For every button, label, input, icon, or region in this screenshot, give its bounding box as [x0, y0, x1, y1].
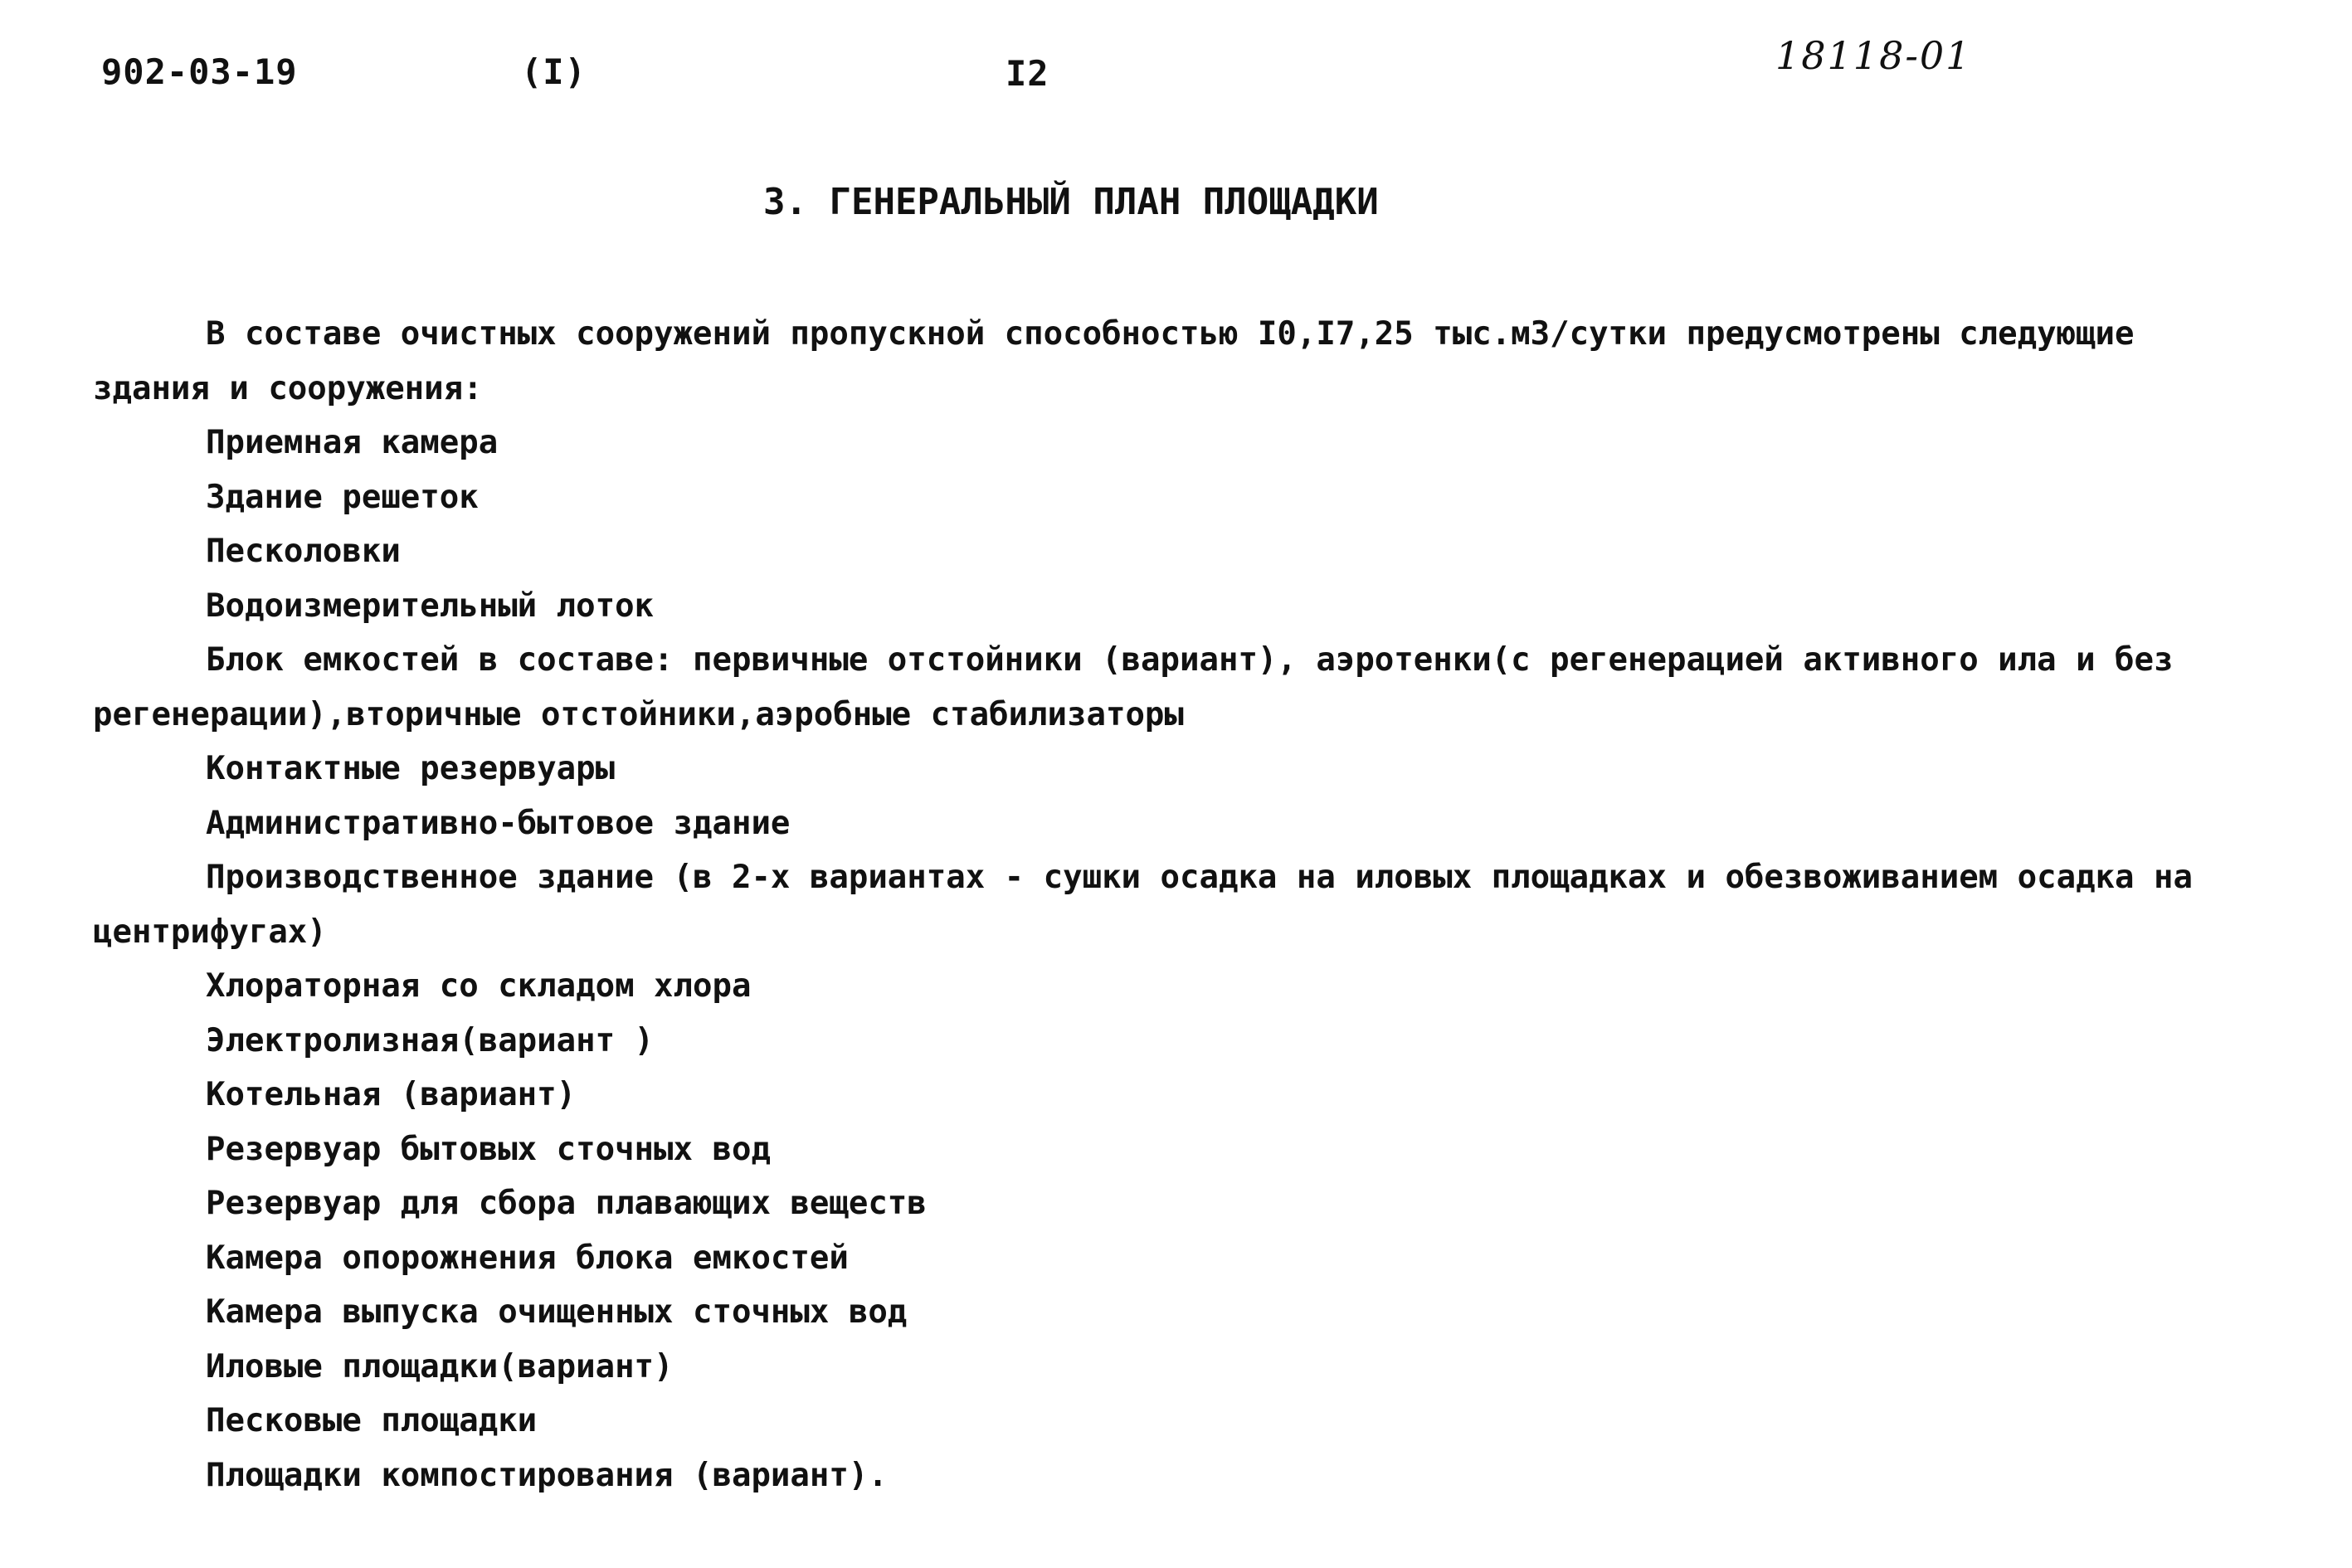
list-item: Приемная камера	[206, 424, 499, 461]
document-code: 902-03-19	[101, 51, 298, 92]
list-item: Иловые площадки(вариант)	[206, 1347, 674, 1385]
page-number: I2	[1006, 53, 1049, 94]
list-item: Площадки компостирования (вариант).	[206, 1456, 888, 1494]
list-item: Камера опорожнения блока емкостей	[206, 1239, 849, 1277]
list-item: Камера выпуска очищенных сточных вод	[206, 1293, 908, 1331]
list-item: Песколовки	[206, 533, 401, 570]
document-part: (I)	[521, 51, 587, 92]
list-item: Контактные резервуары	[206, 750, 616, 787]
list-item: Хлораторная со складом хлора	[206, 967, 752, 1005]
list-item: Производственное здание (в 2-х вариантах - сушки осадка на иловых площадках и обезвоживанием осадка на центрифугах)	[93, 859, 2193, 951]
list-item: Здание решеток	[206, 478, 479, 516]
section-title: 3. ГЕНЕРАЛЬНЫЙ ПЛАН ПЛОЩАДКИ	[763, 181, 1379, 223]
list-item: Песковые площадки	[206, 1402, 538, 1439]
handwritten-inventory-number: 18118-01	[1775, 33, 1972, 78]
list-item: Блок емкостей в составе: первичные отстойники (вариант), аэротенки(с регенерацией активного ила и без регенерации),вторичные отстойники,аэробные стабилизаторы	[93, 641, 2174, 733]
document-body	[93, 307, 2250, 1502]
list-item: Резервуар для сбора плавающих веществ	[206, 1185, 927, 1222]
list-item: Котельная (вариант)	[206, 1076, 577, 1113]
list-item: Электролизная(вариант )	[206, 1021, 655, 1059]
list-item: Водоизмерительный лоток	[206, 587, 655, 625]
intro-paragraph: В составе очистных сооружений пропускной способностью I0,I7,25 тыс.м3/сутки предусмотрены следующие здания и сооружения:	[93, 315, 2135, 407]
list-item: Резервуар бытовых сточных вод	[206, 1130, 771, 1168]
list-item: Административно-бытовое здание	[206, 804, 791, 842]
